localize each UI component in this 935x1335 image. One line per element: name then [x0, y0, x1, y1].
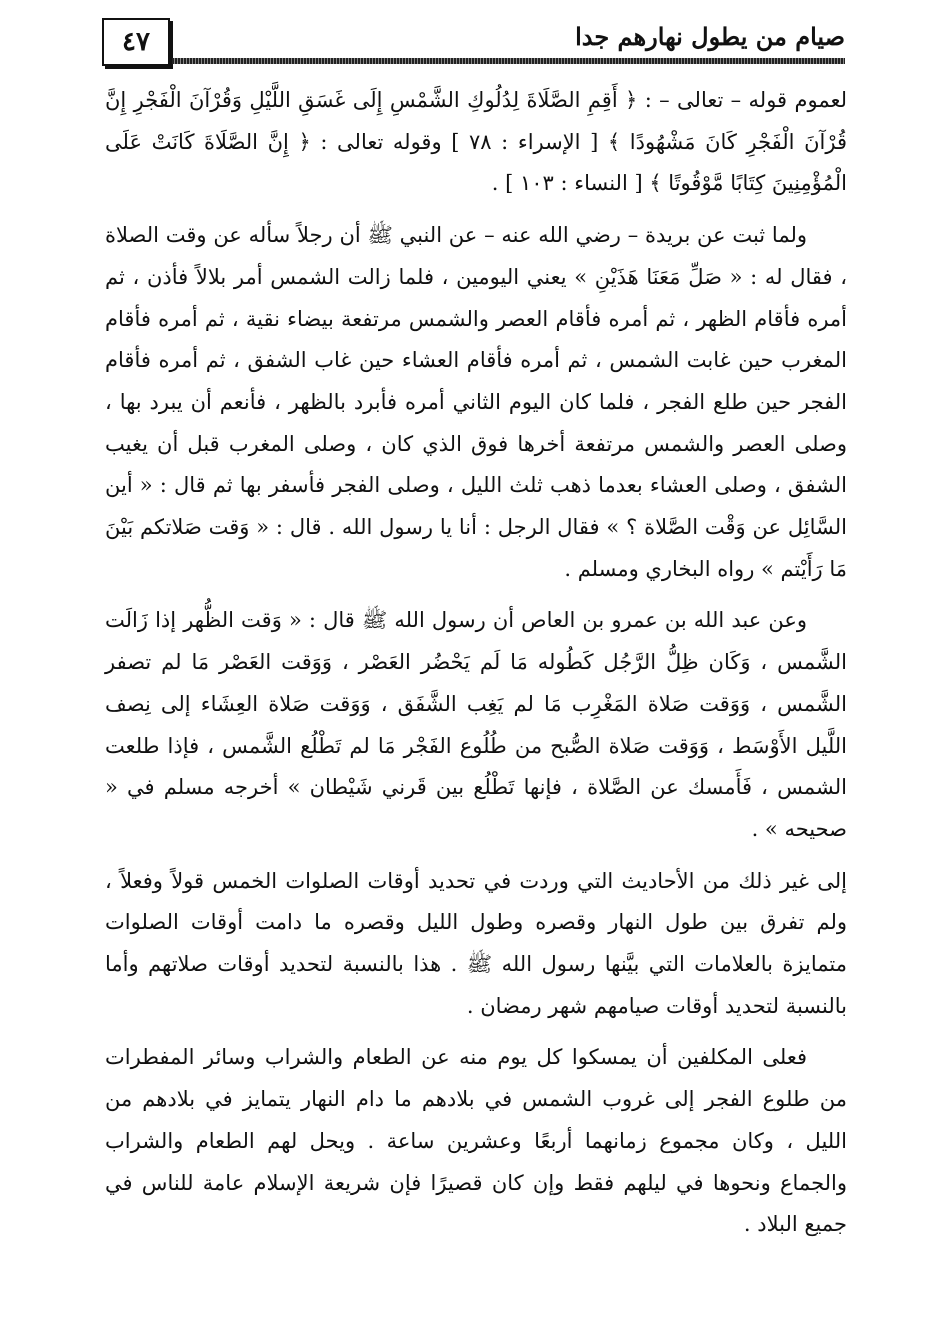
running-title: صيام من يطول نهارهم جدا	[575, 22, 845, 51]
paragraph-4: إلى غير ذلك من الأحاديث التي وردت في تحديد أوقات الصلوات الخمس قولاً وفعلاً ، ولم تفرق بين طول النهار وقصره وطول الليل وقصره ما دامت أوقات الصلوات متمايزة بالعلامات التي بيَّنها رسول الله ﷺ . هذا بالنسبة لتحديد أوقات صلاتهم وأما بالنسبة لتحديد أوقات صيامهم شهر رمضان .	[105, 868, 847, 1018]
page-header	[100, 8, 845, 64]
page-body	[105, 80, 847, 1320]
page-number: ٤٧	[122, 27, 150, 57]
paragraph-5: فعلى المكلفين أن يمسكوا كل يوم منه عن الطعام والشراب وسائر المفطرات من طلوع الفجر إلى غروب الشمس في بلادهم ما دام النهار يتمايز في بلادهم من الليل ، وكان مجموع زمانهما أربعًا وعشرين ساعة . ويحل لهم الطعام والشراب والجماع ونحوها في ليلهم فقط وإن كان قصيرًا فإن شريعة الإسلام عامة للناس في جميع البلاد .	[105, 1045, 847, 1237]
paragraph-2: ولما ثبت عن بريدة – رضي الله عنه – عن النبي ﷺ أن رجلاً سأله عن وقت الصلاة ، فقال له : « صَلِّ مَعَنَا هَذَيْنِ » يعني اليومين ، فلما زالت الشمس أمر بلالاً فأذن ، ثم أمره فأقام الظهر ، ثم أمره فأقام العصر والشمس مرتفعة بيضاء نقية ، ثم أمره فأقام المغرب حين غابت الشمس ، ثم أمره فأقام العشاء حين غاب الشفق ، ثم أمره فأقام الفجر حين طلع الفجر ، فلما كان اليوم الثاني أمره فأبرد بالظهر ، فأنعم أن يبرد بها ، وصلى العصر والشمس مرتفعة أخرها فوق الذي كان ، وصلى المغرب قبل أن يغيب الشفق ، وصلى العشاء بعدما ذهب ثلث الليل ، وصلى الفجر فأسفر بها ثم قال : « أين السَّائِل عن وَقْت الصَّلاة ؟ » فقال الرجل : أنا يا رسول الله . قال : « وَقت صَلاتكم بَيْنَ مَا رَأَيْتم » رواه البخاري ومسلم .	[105, 223, 847, 581]
header-rule	[172, 58, 845, 64]
paragraph-1: لعموم قوله – تعالى – : ﴿ أَقِمِ الصَّلَاةَ لِدُلُوكِ الشَّمْسِ إِلَى غَسَقِ اللَّيْلِ وَقُرْآنَ الْفَجْرِ إِنَّ قُرْآنَ الْفَجْرِ كَانَ مَشْهُودًا ﴾ [ الإسراء : ٧٨ ] وقوله تعالى : ﴿ إِنَّ الصَّلَاةَ كَانَتْ عَلَى الْمُؤْمِنِينَ كِتَابًا مَّوْقُوتًا ﴾ [ النساء : ١٠٣ ] .	[105, 88, 847, 196]
page-number-box	[102, 18, 170, 66]
paragraph-3: وعن عبد الله بن عمرو بن العاص أن رسول الله ﷺ قال : « وَقت الظُّهر إذا زَالَت الشَّمس ، وَكَان ظِلُّ الرَّجُل كَطُوله مَا لَم يَحْضُر العَصْر ، وَوَقت العَصْر مَا لم تصفر الشَّمس ، وَوَقت صَلاة المَغْرِب مَا لم يَغِب الشَّفَق ، وَوَقت صَلاة العِشَاء إلى نِصف اللَّيل الأَوْسَط ، وَوَقت صَلاة الصُّبح من طُلُوع الفَجْر مَا لم تَطْلُع الشَّمس ، فإذا طلعت الشمس ، فَأَمسك عن الصَّلاة ، فإنها تَطْلُع بين قَرني شَيْطان » أخرجه مسلم في « صحيحه » .	[105, 608, 847, 841]
